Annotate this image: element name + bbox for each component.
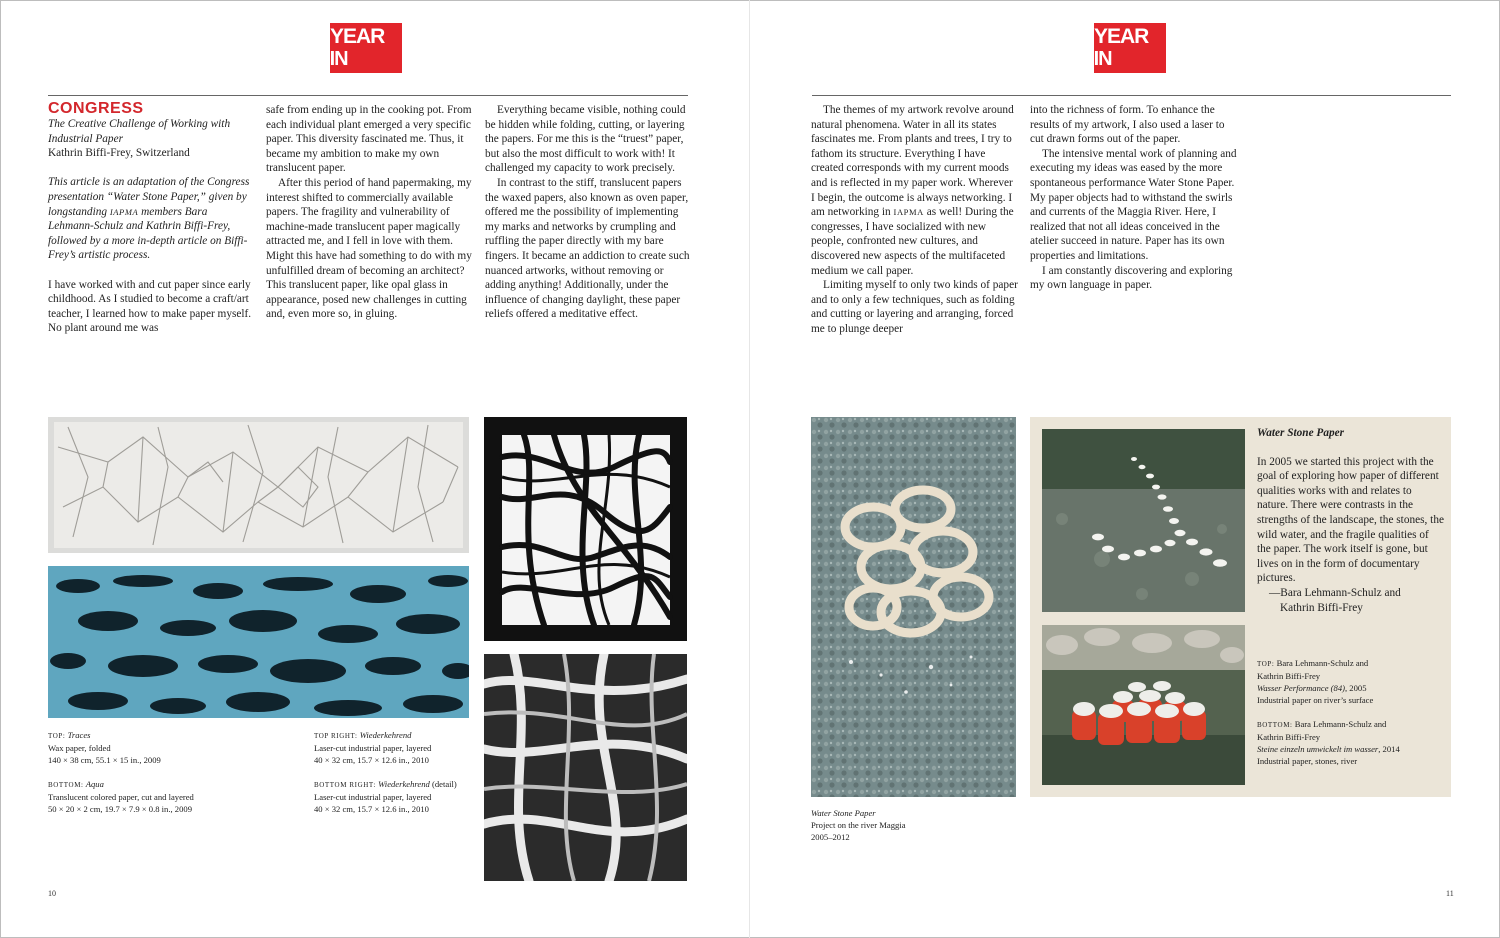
wiederkehrend-detail-image (484, 654, 687, 881)
water-stone-paper-image (811, 417, 1016, 797)
page-number: 10 (48, 889, 56, 898)
article-intro: This article is an adaptation of the Congress presentation “Water Stone Paper,” given by longstanding IAPMA members Bara Lehmann-Schulz and Kathrin Biffi-Frey, followed by a more in-depth article on Biffi-Frey’s artistic process. (48, 176, 250, 262)
water-stone-caption: Water Stone Paper Project on the river Maggia 2005–2012 (811, 808, 906, 842)
paragraph: I have worked with and cut paper since early childhood. As I studied to become a craft/art teacher, I learned how to make paper myself. No plant around me was (48, 278, 252, 335)
sidebar-body: In 2005 we started this project with the goal of exploring how paper of different qualities works with and relates to nature. There were contrasts in the strengths of the landscape, the stones, the wild water, and the fragile qualities of the paper. The work itself is gone, but lives on in the form of documentary pictures. (1257, 455, 1444, 585)
sidebar-signature: Kathrin Biffi-Frey (1280, 601, 1363, 614)
paragraph: safe from ending up in the cooking pot. From each individual plant emerged a very specific paper. This diversity fascinated me. Thus, it became my ambition to make my own translucent paper. (266, 104, 472, 175)
article-title: The Creative Challenge of Working with Industrial Paper (48, 118, 231, 145)
sidebar-signature: —Bara Lehmann-Schulz and (1269, 586, 1401, 599)
paragraph: The themes of my artwork revolve around natural phenomena. Water in all its states fascinates me. From plants and trees, I try to fathom its structure. Everything I have created corresponds with my current moods and is reflected in my paper work. Wherever I begin, the outcome is always networking. I am networking in IAPMA as well! During the congresses, I have socialized with new people, confronted new cultures, and discovered new aspects of the multifaceted medium we call paper. (811, 104, 1014, 277)
paragraph: In contrast to the stiff, translucent papers the waxed papers, also known as oven paper, offered me the possibility of implementing my marks and networks by crumpling and ruffling the paper directly with my bare fingers. It became an addiction to create such nuanced artworks, without removing or adding anything! Additionally, under the influence of changing daylight, these paper reliefs offered a meditative effect. (485, 176, 690, 321)
left-captions: TOP: Traces Wax paper, folded 140 × 38 cm, 55.1 × 15 in., 2009 BOTTOM: Aqua Translucent colored paper, cut and layered 50 × 20 × 2 cm, 19.7 × 7.9 × 0.8 in., 2009 (48, 730, 194, 814)
steine-umwickelt-image (1042, 625, 1245, 785)
article-author: Kathrin Biffi-Frey, Switzerland (48, 147, 190, 160)
paragraph: Limiting myself to only two kinds of paper and to only a few techniques, such as folding and cutting or layering and arranging, forced me to plunge deeper (811, 279, 1018, 335)
year-in-review-logo (1093, 2, 1167, 93)
wasser-performance-image (1042, 429, 1245, 612)
paragraph: After this period of hand papermaking, my interest shifted to commercially available papers. The fragility and vulnerability of machine-made translucent paper magically attracted me, and I fell in love with them. Might this have had something to do with my unfulfilled dream of becoming an architect? This translucent paper, like opal glass in appearance, posed new challenges in cutting and, even more so, in gluing. (266, 176, 472, 321)
paragraph: into the richness of form. To enhance the results of my artwork, I also used a laser to cut drawn forms out of the paper. (1030, 104, 1225, 146)
page-number: 11 (1446, 889, 1454, 898)
left-column-1 (48, 101, 254, 336)
paragraph: I am constantly discovering and exploring my own language in paper. (1030, 264, 1233, 292)
right-captions: TOP RIGHT: Wiederkehrend Laser-cut industrial paper, layered 40 × 32 cm, 15.7 × 12.6 in., 2010 BOTTOM RIGHT: Wiederkehrend (detail) Laser-cut industrial paper, layered 40 × 32 cm, 15.7 × 12.6 in., 2010 (314, 730, 457, 814)
left-column-2 (266, 103, 472, 322)
right-column-1 (811, 103, 1018, 337)
header-rule (48, 95, 688, 96)
year-in-review-logo (329, 2, 403, 93)
sidebar-text (1257, 426, 1445, 615)
right-column-2 (1030, 103, 1240, 293)
traces-artwork-image (48, 417, 469, 553)
sidebar-title: Water Stone Paper (1257, 427, 1345, 439)
paragraph: Everything became visible, nothing could be hidden while folding, cutting, or layering the papers. For me this is the “truest” paper, but also the most difficult to work with! It challenged my capacity to work precisely. (485, 104, 686, 175)
header-rule (812, 95, 1451, 96)
sidebar-captions: TOP: Bara Lehmann-Schulz and Kathrin Biffi-Frey Wasser Performance (84), 2005 Industrial paper on river’s surface BOTTOM: Bara Lehmann-Schulz and Kathrin Biffi-Frey Steine einzeln umwickelt im wasser, 2014 Industrial paper, stones, river (1257, 658, 1400, 766)
left-column-3 (485, 103, 690, 322)
wiederkehrend-artwork-image (484, 417, 687, 641)
logo-line2: IN REVIEW (329, 48, 403, 93)
logo-line2: IN REVIEW (1093, 48, 1167, 93)
page-spine (749, 0, 750, 938)
section-label: CONGRESS (48, 100, 144, 117)
logo-line1: THE YEAR (1094, 2, 1149, 48)
aqua-artwork-image (48, 566, 469, 718)
paragraph: The intensive mental work of planning and executing my ideas was eased by the more spontaneous performance Water Stone Paper. My paper objects had to withstand the swirls and currents of the Maggia River. Here, I realized that not all ideas conceived in the atelier succeed in nature. Paper has its own properties and limitations. (1030, 147, 1237, 262)
logo-line1: THE YEAR (330, 2, 385, 48)
